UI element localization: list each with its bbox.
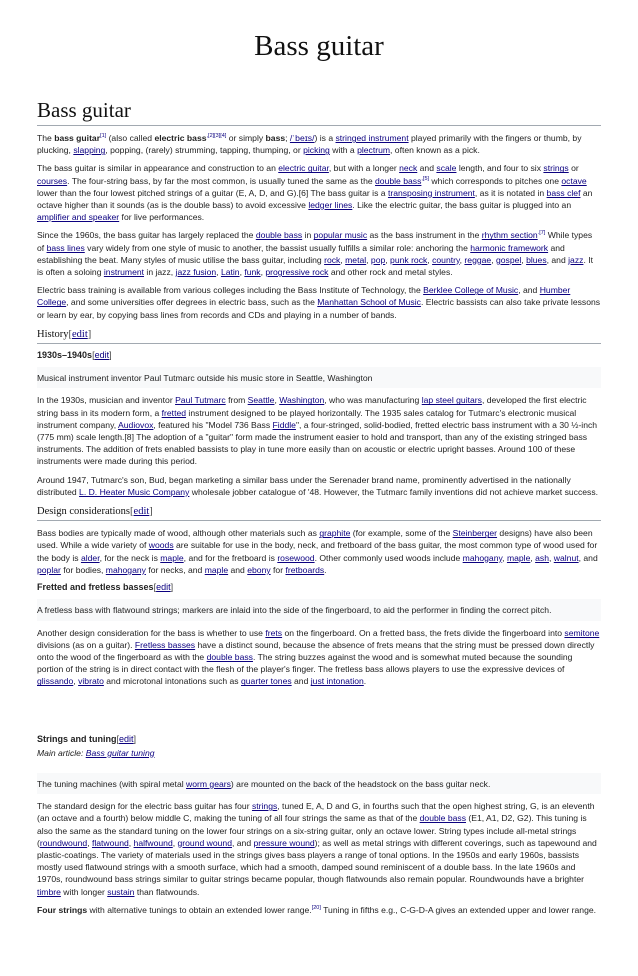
text-run: ,: [385, 254, 391, 265]
text-run: , tuned E, A, D and G, in fourths such that the open highest string, G, is an eleventh (an octave and a fourth) below middle C, making the tuning of all four strings the same as that of the: [37, 801, 595, 824]
main-article-link[interactable]: Bass guitar tuning: [85, 747, 155, 758]
fretless-subheading-text: Fretted and fretless basses: [37, 582, 154, 593]
text-run: . Other commonly used woods include: [314, 552, 463, 563]
wiki-link[interactable]: metal: [345, 254, 367, 265]
wiki-link[interactable]: poplar: [37, 564, 61, 575]
text-run: ;: [285, 133, 290, 143]
history-heading-text: History: [37, 328, 69, 340]
wiki-link[interactable]: mahogany: [105, 564, 146, 575]
text-run: on the fingerboard. On a fretted bass, the frets divide the fingerboard into: [282, 627, 565, 638]
text-run: ) is a: [314, 133, 336, 143]
text-run: have a distinct sound, because the absence of frets means that the string must be pressed down directly onto the wood of the fingerboard as with the: [37, 639, 595, 662]
design-heading-text: Design considerations: [37, 506, 131, 518]
wiki-link[interactable]: vibrato: [78, 676, 104, 687]
text-run: ,: [274, 395, 280, 406]
wiki-link[interactable]: Washington: [279, 395, 325, 406]
text-run: with longer: [60, 886, 108, 897]
text-run: ); as well as metal strings with different coverings, such as tapewound and plastic-coatings. The variety of materials used in the strings gives bass players a range of tonal options. In the 1950s and early 1960s, bassists mostly used flatwound strings with a smooth surface, which had a smooth, damped sound reminiscent of a double bass. In the late 1960s and 1970s, roundwound bass strings similar to guitar strings became popular, though flatwounds also remain popular. Roundwounds have a brighter: [37, 837, 597, 885]
wiki-link[interactable]: ledger lines: [308, 200, 353, 211]
text-run: ,: [366, 254, 371, 265]
bold-term: Four strings: [37, 904, 88, 915]
wiki-link[interactable]: strings: [251, 801, 278, 812]
wiki-link[interactable]: popular music: [313, 230, 368, 241]
text-run: Since the 1960s, the bass guitar has largely replaced the: [37, 230, 256, 241]
text-run: for live performances.: [119, 212, 205, 223]
text-run: or: [568, 163, 579, 174]
text-run: (for example, some of the: [350, 528, 453, 539]
wiki-link[interactable]: strings: [543, 163, 569, 174]
text-run: Around 1947, Tutmarc's son, Bud, began marketing a similar bass under the Serenader brand name, prominently advertised in the nationally distributed: [37, 474, 571, 497]
wiki-link[interactable]: jazz fusion: [175, 267, 217, 278]
wiki-link[interactable]: glissando: [37, 676, 74, 687]
text-run: .: [324, 564, 327, 575]
wiki-link[interactable]: just intonation: [310, 676, 364, 687]
text-run: , featured his "Model 736 Bass: [153, 419, 273, 430]
intro-paragraph: [37, 284, 601, 321]
wiki-link[interactable]: ash: [535, 552, 549, 563]
image-caption: A fretless bass with flatwound strings; markers are inlaid into the side of the fingerboard, to aid the performer in finding the correct pitch.: [37, 599, 601, 620]
citation-link[interactable]: [20]: [311, 904, 321, 911]
strings-edit-link[interactable]: edit: [119, 733, 134, 744]
text-run: for necks, and: [145, 564, 205, 575]
text-run: than flatwounds.: [134, 886, 200, 897]
wiki-link[interactable]: L. D. Heater Music Company: [79, 486, 190, 497]
wiki-link[interactable]: slapping: [73, 145, 106, 156]
text-run: instrument designed to be played horizontally. The 1935 sales catalog for Tutmarc's electronic musical instrument company,: [37, 407, 577, 430]
image-caption: Musical instrument inventor Paul Tutmarc outside his music store in Seattle, Washington: [37, 367, 601, 388]
design-heading: Design considerations[edit]: [37, 506, 601, 521]
wiki-link[interactable]: Fretless basses: [134, 639, 196, 650]
text-run: divisions (as on a guitar).: [37, 639, 135, 650]
wiki-link[interactable]: gospel: [495, 254, 522, 265]
wiki-link[interactable]: plectrum: [357, 145, 391, 156]
wiki-link[interactable]: neck: [399, 163, 418, 174]
text-run: , for the neck is: [99, 552, 161, 563]
fretless-paragraph: [37, 627, 601, 688]
strings-paragraph: [37, 904, 601, 916]
text-run: or simply: [226, 133, 266, 143]
text-run: . Electric bassists can also take private lessons or learn by ear, by copying bass lines from records and CDs and playing in a number of bands.: [37, 297, 601, 320]
wiki-link[interactable]: funk: [244, 267, 261, 278]
wiki-link[interactable]: Latin: [220, 267, 240, 278]
text-run: ,: [260, 267, 266, 278]
bold-term: electric bass: [154, 133, 207, 143]
text-run: and: [228, 564, 248, 575]
image-caption: [37, 773, 601, 794]
text-run: , but with a longer: [328, 163, 400, 174]
text-run: ,: [73, 676, 79, 687]
citation-link[interactable]: ,[5]: [421, 175, 430, 182]
text-run: and microtonal intonations such as: [103, 676, 241, 687]
text-run: . The string buzzes against the wood and is somewhat muted because the sounding portion of the string is in direct contact with the flesh of the player's finger. The fretless bass allows players to use the expressive devices of: [37, 651, 573, 675]
wiki-link[interactable]: lap steel guitars: [421, 395, 482, 406]
wiki-link[interactable]: fretboards: [285, 564, 325, 575]
history-subheading-text: 1930s–1940s: [37, 350, 93, 361]
wiki-link[interactable]: pop: [370, 254, 386, 265]
text-run: The: [37, 133, 55, 143]
text-run: in jazz,: [144, 267, 176, 278]
text-run: vary widely from one style of music to another, the bassist usually fulfills a similar role: anchoring the: [84, 242, 471, 253]
article-title: Bass guitar: [37, 98, 601, 126]
wiki-link[interactable]: fretted: [161, 407, 187, 418]
text-run: , and: [546, 254, 569, 265]
wiki-link[interactable]: octave: [561, 175, 587, 186]
main-article-prefix: Main article:: [37, 747, 86, 758]
wiki-link[interactable]: flatwound: [91, 837, 129, 848]
text-run: The tuning machines (with spiral metal: [37, 778, 187, 789]
citation-link[interactable]: ,[2][3][4]: [206, 133, 227, 140]
design-paragraph: [37, 527, 601, 576]
text-run: from: [225, 395, 248, 406]
fretless-edit-link[interactable]: edit: [156, 582, 171, 593]
wiki-link[interactable]: alder: [80, 552, 100, 563]
text-run: , and: [232, 837, 254, 848]
text-run: , developed the first electric string bass in its modern form, a: [37, 395, 587, 418]
wiki-link[interactable]: frets: [265, 627, 283, 638]
text-run: Another design consideration for the bass is whether to use: [37, 627, 266, 638]
wiki-link[interactable]: reggae: [464, 254, 492, 265]
wiki-link[interactable]: Steinberger: [452, 528, 498, 539]
strings-subheading: Strings and tuning[edit]: [37, 733, 137, 744]
wiki-link[interactable]: maple: [160, 552, 184, 563]
wiki-link[interactable]: walnut: [553, 552, 579, 563]
wiki-link[interactable]: bass lines: [46, 242, 85, 253]
text-run: , and: [518, 285, 540, 296]
wiki-link[interactable]: woods: [148, 540, 174, 551]
text-run: are suitable for use in the body, neck, and fretboard of the bass guitar, the most common type of wood used for the body is: [37, 540, 598, 563]
wiki-link[interactable]: roundwound: [39, 837, 88, 848]
wiki-link[interactable]: harmonic framework: [470, 242, 549, 253]
intro-paragraph: [37, 162, 601, 223]
wiki-link[interactable]: amplifier and speaker: [37, 212, 120, 223]
history-subheading: 1930s–1940s[edit]: [37, 350, 112, 361]
document-title: Bass guitar: [254, 30, 384, 62]
wiki-link[interactable]: Manhattan School of Music: [317, 297, 421, 308]
text-run: , as it is notated in: [474, 187, 547, 198]
text-run: for bodies,: [60, 564, 106, 575]
wiki-link[interactable]: jazz: [568, 254, 584, 265]
text-run: The standard design for the electric bass guitar has four: [37, 801, 252, 812]
wiki-link[interactable]: worm gears: [186, 778, 231, 789]
wiki-link[interactable]: blues: [526, 254, 547, 265]
intro-paragraph: [37, 229, 601, 278]
text-run: played primarily with the fingers or thumb, by plucking,: [37, 133, 582, 156]
text-run: ,: [548, 552, 554, 563]
text-run: While types of: [37, 230, 593, 253]
wiki-link[interactable]: maple: [204, 564, 229, 575]
wiki-link[interactable]: rhythm section: [481, 230, 538, 241]
wiki-link[interactable]: ebony: [247, 564, 271, 575]
text-run: with alternative tunings to obtain an extended lower range.: [87, 904, 312, 915]
text-run: ,: [87, 837, 92, 848]
text-run: The adoption of a "guitar" form made the instrument easier to hold and transport, than any of the existing stringed bass instruments. The addition of frets enabled bassists to play in tune more easily than on acoustic or electric upright basses. Around 100 of these instruments were made during this period.: [37, 432, 588, 467]
text-run: ,: [172, 837, 178, 848]
design-edit-link[interactable]: edit: [133, 506, 150, 518]
section-spacer: [37, 688, 601, 728]
wiki-link[interactable]: pressure wound: [253, 837, 315, 848]
wiki-link[interactable]: sustain: [107, 886, 135, 897]
wiki-link[interactable]: halfwound: [133, 837, 173, 848]
wiki-link[interactable]: rock: [324, 254, 341, 265]
text-run: (also called: [106, 133, 155, 143]
text-run: and: [417, 163, 437, 174]
main-article-note: [37, 747, 601, 759]
bold-term: bass guitar: [54, 133, 101, 143]
wiki-link[interactable]: Berklee College of Music: [423, 285, 519, 296]
wiki-link[interactable]: semitone: [564, 627, 600, 638]
text-run: ,: [530, 552, 536, 563]
text-run: The bass guitar is a: [308, 187, 388, 198]
wiki-link[interactable]: Seattle: [247, 395, 275, 406]
text-run: , and: [578, 552, 598, 563]
text-run: . The four-string bass, by far the most common, is usually tuned the same as the: [67, 175, 376, 186]
history-paragraph: [37, 474, 601, 498]
wiki-link[interactable]: rosewood: [277, 552, 315, 563]
intro-section: [37, 132, 601, 321]
text-run: , and some universities offer degrees in electric bass, such as the: [66, 297, 318, 308]
citation-link[interactable]: [1]: [100, 133, 107, 140]
wiki-link[interactable]: quarter tones: [241, 676, 292, 687]
text-run: and: [291, 676, 311, 687]
wiki-link[interactable]: maple: [506, 552, 531, 563]
text-run: as the bass instrument in the: [367, 230, 482, 241]
citation-link[interactable]: .[7]: [537, 230, 546, 237]
text-run: and other rock and metal styles.: [328, 267, 453, 278]
text-run: (E1, A1, D2, G2). This tuning is also the same as the standard tuning on the lower four strings on a six-string guitar, only an octave lower. String types include all-metal strings (: [37, 813, 587, 848]
wiki-link[interactable]: graphite: [319, 528, 351, 539]
wiki-link[interactable]: Audiovox: [118, 419, 154, 430]
wiki-link[interactable]: double bass: [255, 230, 303, 241]
wiki-link[interactable]: double bass: [206, 651, 253, 662]
wiki-link[interactable]: picking: [303, 145, 330, 156]
text-run: Bass bodies are typically made of wood, although other materials such as: [37, 528, 320, 539]
text-run: , popping, (rarely) strumming, tapping, thumping, or: [105, 145, 304, 156]
wiki-link[interactable]: punk rock: [390, 254, 428, 265]
text-run: ) are mounted on the back of the headstock on the bass guitar neck.: [230, 778, 491, 789]
text-run: designs) have also been used. While a wide variety of: [37, 528, 593, 551]
text-run: . It is often a soloing: [37, 254, 593, 278]
wiki-link[interactable]: Paul Tutmarc: [175, 395, 226, 406]
wiki-link[interactable]: electric guitar: [278, 163, 329, 174]
text-run: . Like the electric guitar, the bass guitar is plugged into an: [352, 200, 572, 211]
text-run: ,: [340, 254, 346, 265]
bold-term: bass: [265, 133, 286, 143]
text-run: , and for the fretboard is: [183, 552, 278, 563]
text-run: ,: [128, 837, 134, 848]
text-run: ,: [216, 267, 221, 278]
text-run: ,: [239, 267, 245, 278]
wiki-link[interactable]: timbre: [37, 886, 61, 897]
wiki-link[interactable]: ground wound: [177, 837, 232, 848]
wiki-link[interactable]: country: [432, 254, 460, 265]
text-run: Tuning in fifths e.g., C-G-D-A gives an extended upper and lower range.: [320, 904, 597, 915]
text-run: , who was manufacturing: [324, 395, 422, 406]
text-run: which corresponds to pitches one: [429, 175, 562, 186]
text-run: The bass guitar is similar in appearance and construction to an: [37, 163, 279, 174]
wiki-link[interactable]: transposing instrument: [387, 187, 475, 198]
fretless-subheading: Fretted and fretless basses[edit]: [37, 582, 174, 593]
wiki-link[interactable]: bass clef: [546, 187, 581, 198]
text-run: lower than the four lowest pitched strings of a guitar (E, A, D, and G).[6]: [37, 187, 309, 198]
text-run: Electric bass training is available from various colleges including the Bass Institute of Technology, the: [37, 285, 424, 296]
text-run: ,: [427, 254, 433, 265]
wiki-link[interactable]: Fiddle: [272, 419, 296, 430]
text-run: ,: [502, 552, 507, 563]
wiki-link[interactable]: scale: [436, 163, 457, 174]
text-run: an octave higher than it sounds (as is the double bass) to avoid excessive: [37, 187, 593, 211]
text-run: In the 1930s, musician and inventor: [37, 395, 176, 406]
wiki-link[interactable]: mahogany: [462, 552, 503, 563]
wiki-link[interactable]: instrument: [103, 267, 145, 278]
text-run: and establishing the beat. Many styles of music utilise the bass guitar, including: [37, 242, 565, 265]
intro-paragraph: [37, 132, 601, 156]
history-paragraph: [37, 394, 601, 467]
text-run: ,: [459, 254, 465, 265]
text-run: .: [363, 676, 367, 687]
text-run: ", a four-stringed, solid-bodied, fretted electric bass instrument with a 30 ½-inch (775 mm) scale length.[8]: [37, 419, 598, 443]
wiki-link[interactable]: double bass: [419, 813, 466, 824]
text-run: length, and four to six: [456, 163, 544, 174]
strings-subheading-text: Strings and tuning: [37, 733, 117, 744]
history-edit-link[interactable]: edit: [72, 328, 88, 340]
history-heading: History[edit]: [37, 329, 601, 344]
wiki-link[interactable]: progressive rock: [265, 267, 329, 278]
wiki-link[interactable]: courses: [37, 175, 68, 186]
wiki-link[interactable]: Humber College: [37, 285, 571, 308]
wiki-link[interactable]: /ˈbeɪs/: [289, 133, 315, 143]
text-run: wholesale jobber catalogue of '48. However, the Tutmarc family inventions did not achieve market success.: [189, 486, 598, 497]
strings-paragraph: [37, 800, 601, 898]
text-run: , often known as a pick.: [390, 145, 480, 156]
text-run: ,: [491, 254, 496, 265]
wiki-link[interactable]: double bass: [375, 175, 422, 186]
text-run: in: [302, 230, 314, 241]
text-run: with a: [329, 145, 358, 156]
text-run: for: [270, 564, 286, 575]
history-sub-edit-link[interactable]: edit: [94, 350, 110, 361]
wiki-link[interactable]: stringed instrument: [335, 133, 409, 143]
text-run: ,: [521, 254, 527, 265]
